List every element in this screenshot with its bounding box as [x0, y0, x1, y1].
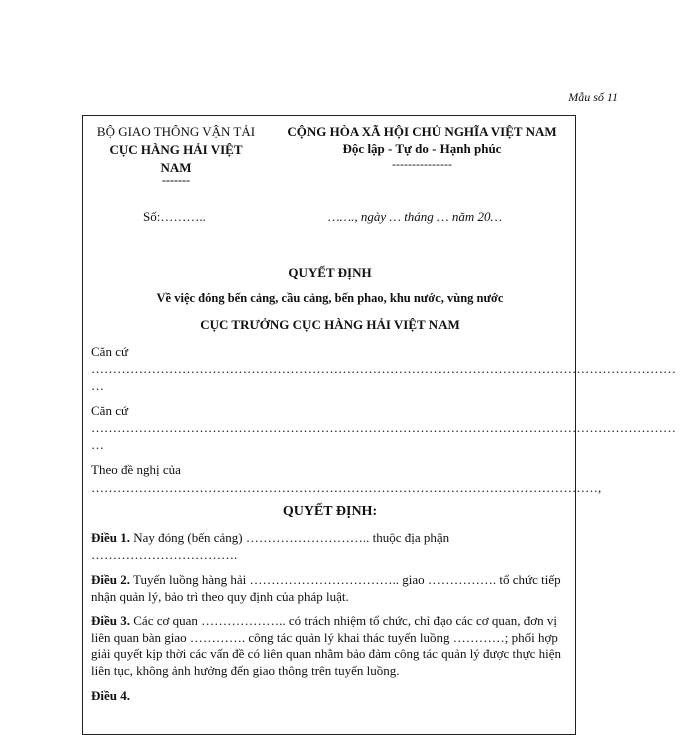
article-4 — [91, 688, 573, 705]
decision-authority: CỤC TRƯỞNG CỤC HÀNG HẢI VIỆT NAM — [200, 317, 460, 332]
article-1-label: Điều 1. — [91, 530, 130, 545]
document-number: Số:……….. — [143, 209, 206, 224]
agency-name: CỤC HÀNG HẢI VIỆT NAM — [109, 142, 243, 175]
article-2 — [91, 572, 573, 605]
article-1-text: Nay đóng (bến cảng) ……………………….. thuộc địa phận ……………………………. — [91, 530, 450, 562]
document-date: ……., ngày … tháng … năm 20… — [328, 209, 503, 224]
decision-subject: Về việc đóng bến cảng, cầu cảng, bến phao, khu nước, vùng nước — [156, 291, 504, 305]
article-1 — [91, 530, 573, 563]
decision-heading: QUYẾT ĐỊNH: — [282, 504, 378, 519]
basis-1-label: Căn cứ — [91, 344, 129, 359]
ministry-name: BỘ GIAO THÔNG VẬN TẢI — [96, 124, 256, 139]
proposal-dotted-line: ………………………………………………………………………………………………………, — [91, 480, 602, 495]
basis-1-tail: … — [91, 378, 104, 393]
national-motto: Độc lập - Tự do - Hạnh phúc — [342, 141, 502, 156]
basis-1-dotted-line: ……………………………………………………………………………………………………………………… — [91, 361, 676, 376]
ministry-block — [83, 123, 269, 177]
article-3-text: Các cơ quan ……………….. có trách nhiệm tổ chức, chỉ đạo các cơ quan, đơn vị liên quan bàn giao …………. công tác quản lý khai thác tuyến luồng …………; phối hợp giải quyết kịp thời các vấn đề có liên quan nhằm bảo đảm công tác quản lý được thực hiện liên tục, không ảnh hưởng đến giao thông trên tuyến luồng. — [91, 613, 562, 678]
republic-name: CỘNG HÒA XÃ HỘI CHỦ NGHĨA VIỆT NAM — [287, 124, 557, 139]
proposal-label: Theo đề nghị của — [91, 462, 181, 477]
article-2-label: Điều 2. — [91, 572, 130, 587]
form-number: Mẫu số 11 — [568, 90, 618, 104]
basis-2-label: Căn cứ — [91, 403, 129, 418]
basis-2-dotted-line: ……………………………………………………………………………………………………………………… — [91, 420, 676, 435]
article-3 — [91, 613, 573, 679]
article-4-label: Điều 4. — [91, 688, 130, 703]
article-3-label: Điều 3. — [91, 613, 130, 628]
basis-2-tail: … — [91, 437, 104, 452]
motto-divider: --------------- — [392, 157, 452, 171]
decision-title: QUYẾT ĐỊNH — [288, 265, 372, 280]
ministry-divider: ------- — [162, 173, 190, 187]
document-frame — [82, 115, 676, 735]
article-2-text: Tuyến luồng hàng hải …………………………….. giao ……………. tổ chức tiếp nhận quản lý, bảo trì theo quy định của pháp luật. — [91, 572, 561, 604]
